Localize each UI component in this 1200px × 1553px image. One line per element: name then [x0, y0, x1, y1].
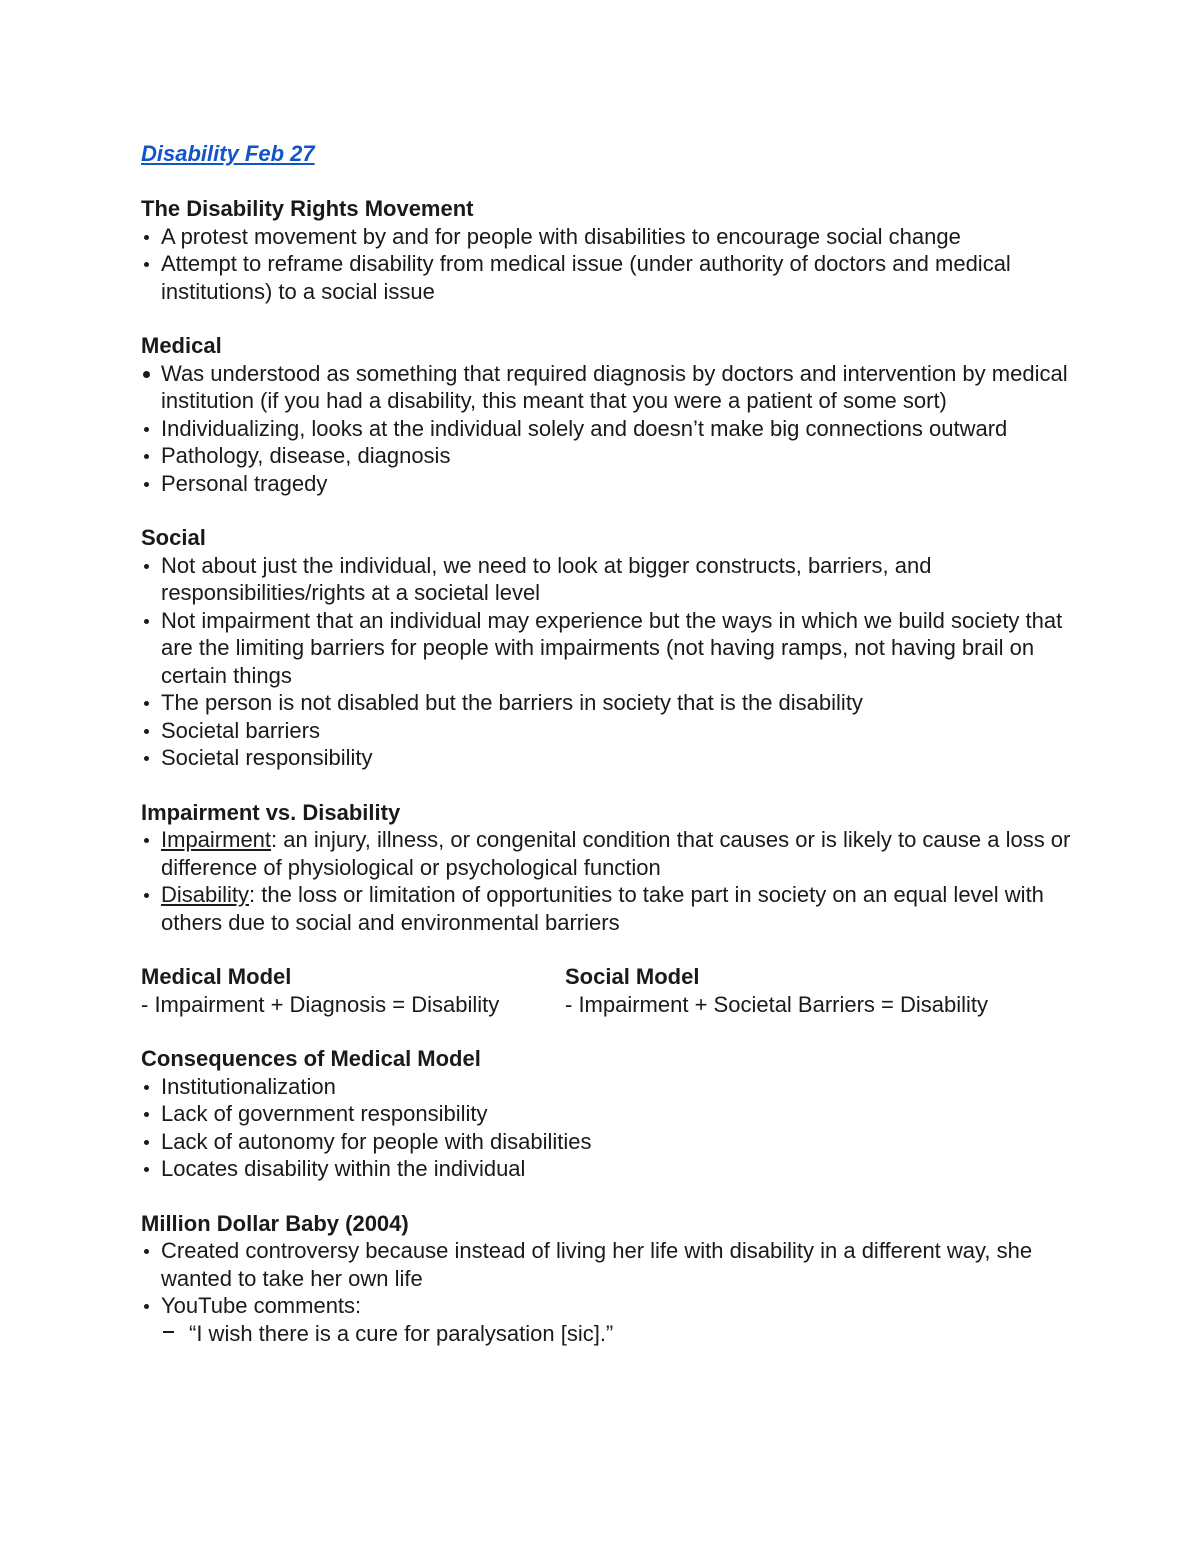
- definition-item: [141, 826, 1071, 881]
- definition-item: [141, 881, 1071, 936]
- section-social: [141, 524, 1071, 772]
- list-item: Was understood as something that required diagnosis by doctors and intervention by medical institution (if you had a disability, this meant that you were a patient of some sort): [141, 360, 1071, 415]
- section-heading: Medical: [141, 333, 222, 358]
- section-heading: Consequences of Medical Model: [141, 1046, 481, 1071]
- list-item: A protest movement by and for people with disabilities to encourage social change: [141, 223, 1071, 251]
- list-item: Personal tragedy: [141, 470, 1071, 498]
- defined-term: Disability: [161, 882, 250, 907]
- list-item: Lack of autonomy for people with disabilities: [141, 1128, 1071, 1156]
- social-model-formula: - Impairment + Societal Barriers = Disability: [565, 991, 989, 1017]
- bullet-list: [141, 360, 1071, 498]
- section-consequences: [141, 1045, 1071, 1183]
- section-heading: Million Dollar Baby (2004): [141, 1210, 409, 1236]
- list-item: Created controversy because instead of living her life with disability in a different way, she wanted to take her own life: [141, 1237, 1071, 1292]
- definition-text: : the loss or limitation of opportunities to take part in society on an equal level with others due to social and environmental barriers: [161, 882, 1044, 935]
- section-heading: The Disability Rights Movement: [141, 196, 474, 221]
- sub-list-item: “I wish there is a cure for paralysation [sic].”: [161, 1320, 1071, 1348]
- section-medical: [141, 332, 1071, 497]
- models-comparison: [141, 963, 1071, 1018]
- document-title[interactable]: Disability Feb 27: [141, 141, 315, 166]
- defined-term: Impairment: [161, 827, 272, 852]
- medical-model-heading: Medical Model: [141, 964, 292, 989]
- list-item: Locates disability within the individual: [141, 1155, 1071, 1183]
- social-model-heading: Social Model: [565, 964, 700, 989]
- list-item: Societal barriers: [141, 717, 1071, 745]
- bullet-list: [141, 826, 1071, 936]
- list-item: Pathology, disease, diagnosis: [141, 442, 1071, 470]
- medical-model-column: [141, 963, 565, 1018]
- list-item: Not impairment that an individual may experience but the ways in which we build society that are the limiting barriers for people with impairments (not having ramps, not having brail on certain things: [141, 607, 1071, 690]
- social-model-column: [565, 963, 1071, 1018]
- document-page: [141, 140, 1071, 1374]
- section-million-dollar-baby: [141, 1210, 1071, 1348]
- list-item: Individualizing, looks at the individual solely and doesn’t make big connections outward: [141, 415, 1071, 443]
- section-impairment-vs-disability: [141, 799, 1071, 937]
- section-heading: Impairment vs. Disability: [141, 799, 401, 825]
- list-item: Lack of government responsibility: [141, 1100, 1071, 1128]
- list-item: YouTube comments:: [141, 1292, 1071, 1320]
- list-item: Not about just the individual, we need to look at bigger constructs, barriers, and responsibilities/rights at a societal level: [141, 552, 1071, 607]
- section-rights-movement: [141, 195, 1071, 305]
- list-item: The person is not disabled but the barriers in society that is the disability: [141, 689, 1071, 717]
- bullet-list: [141, 223, 1071, 306]
- sub-list: [141, 1320, 1071, 1348]
- list-item: Societal responsibility: [141, 744, 1071, 772]
- bullet-list: [141, 1073, 1071, 1183]
- bullet-list: [141, 1237, 1071, 1320]
- bullet-list: [141, 552, 1071, 772]
- section-heading: Social: [141, 525, 206, 550]
- medical-model-formula: - Impairment + Diagnosis = Disability: [141, 991, 500, 1017]
- list-item: Attempt to reframe disability from medical issue (under authority of doctors and medical institutions) to a social issue: [141, 250, 1071, 305]
- list-item: Institutionalization: [141, 1073, 1071, 1101]
- definition-text: : an injury, illness, or congenital condition that causes or is likely to cause a loss or difference of physiological or psychological function: [161, 827, 1071, 880]
